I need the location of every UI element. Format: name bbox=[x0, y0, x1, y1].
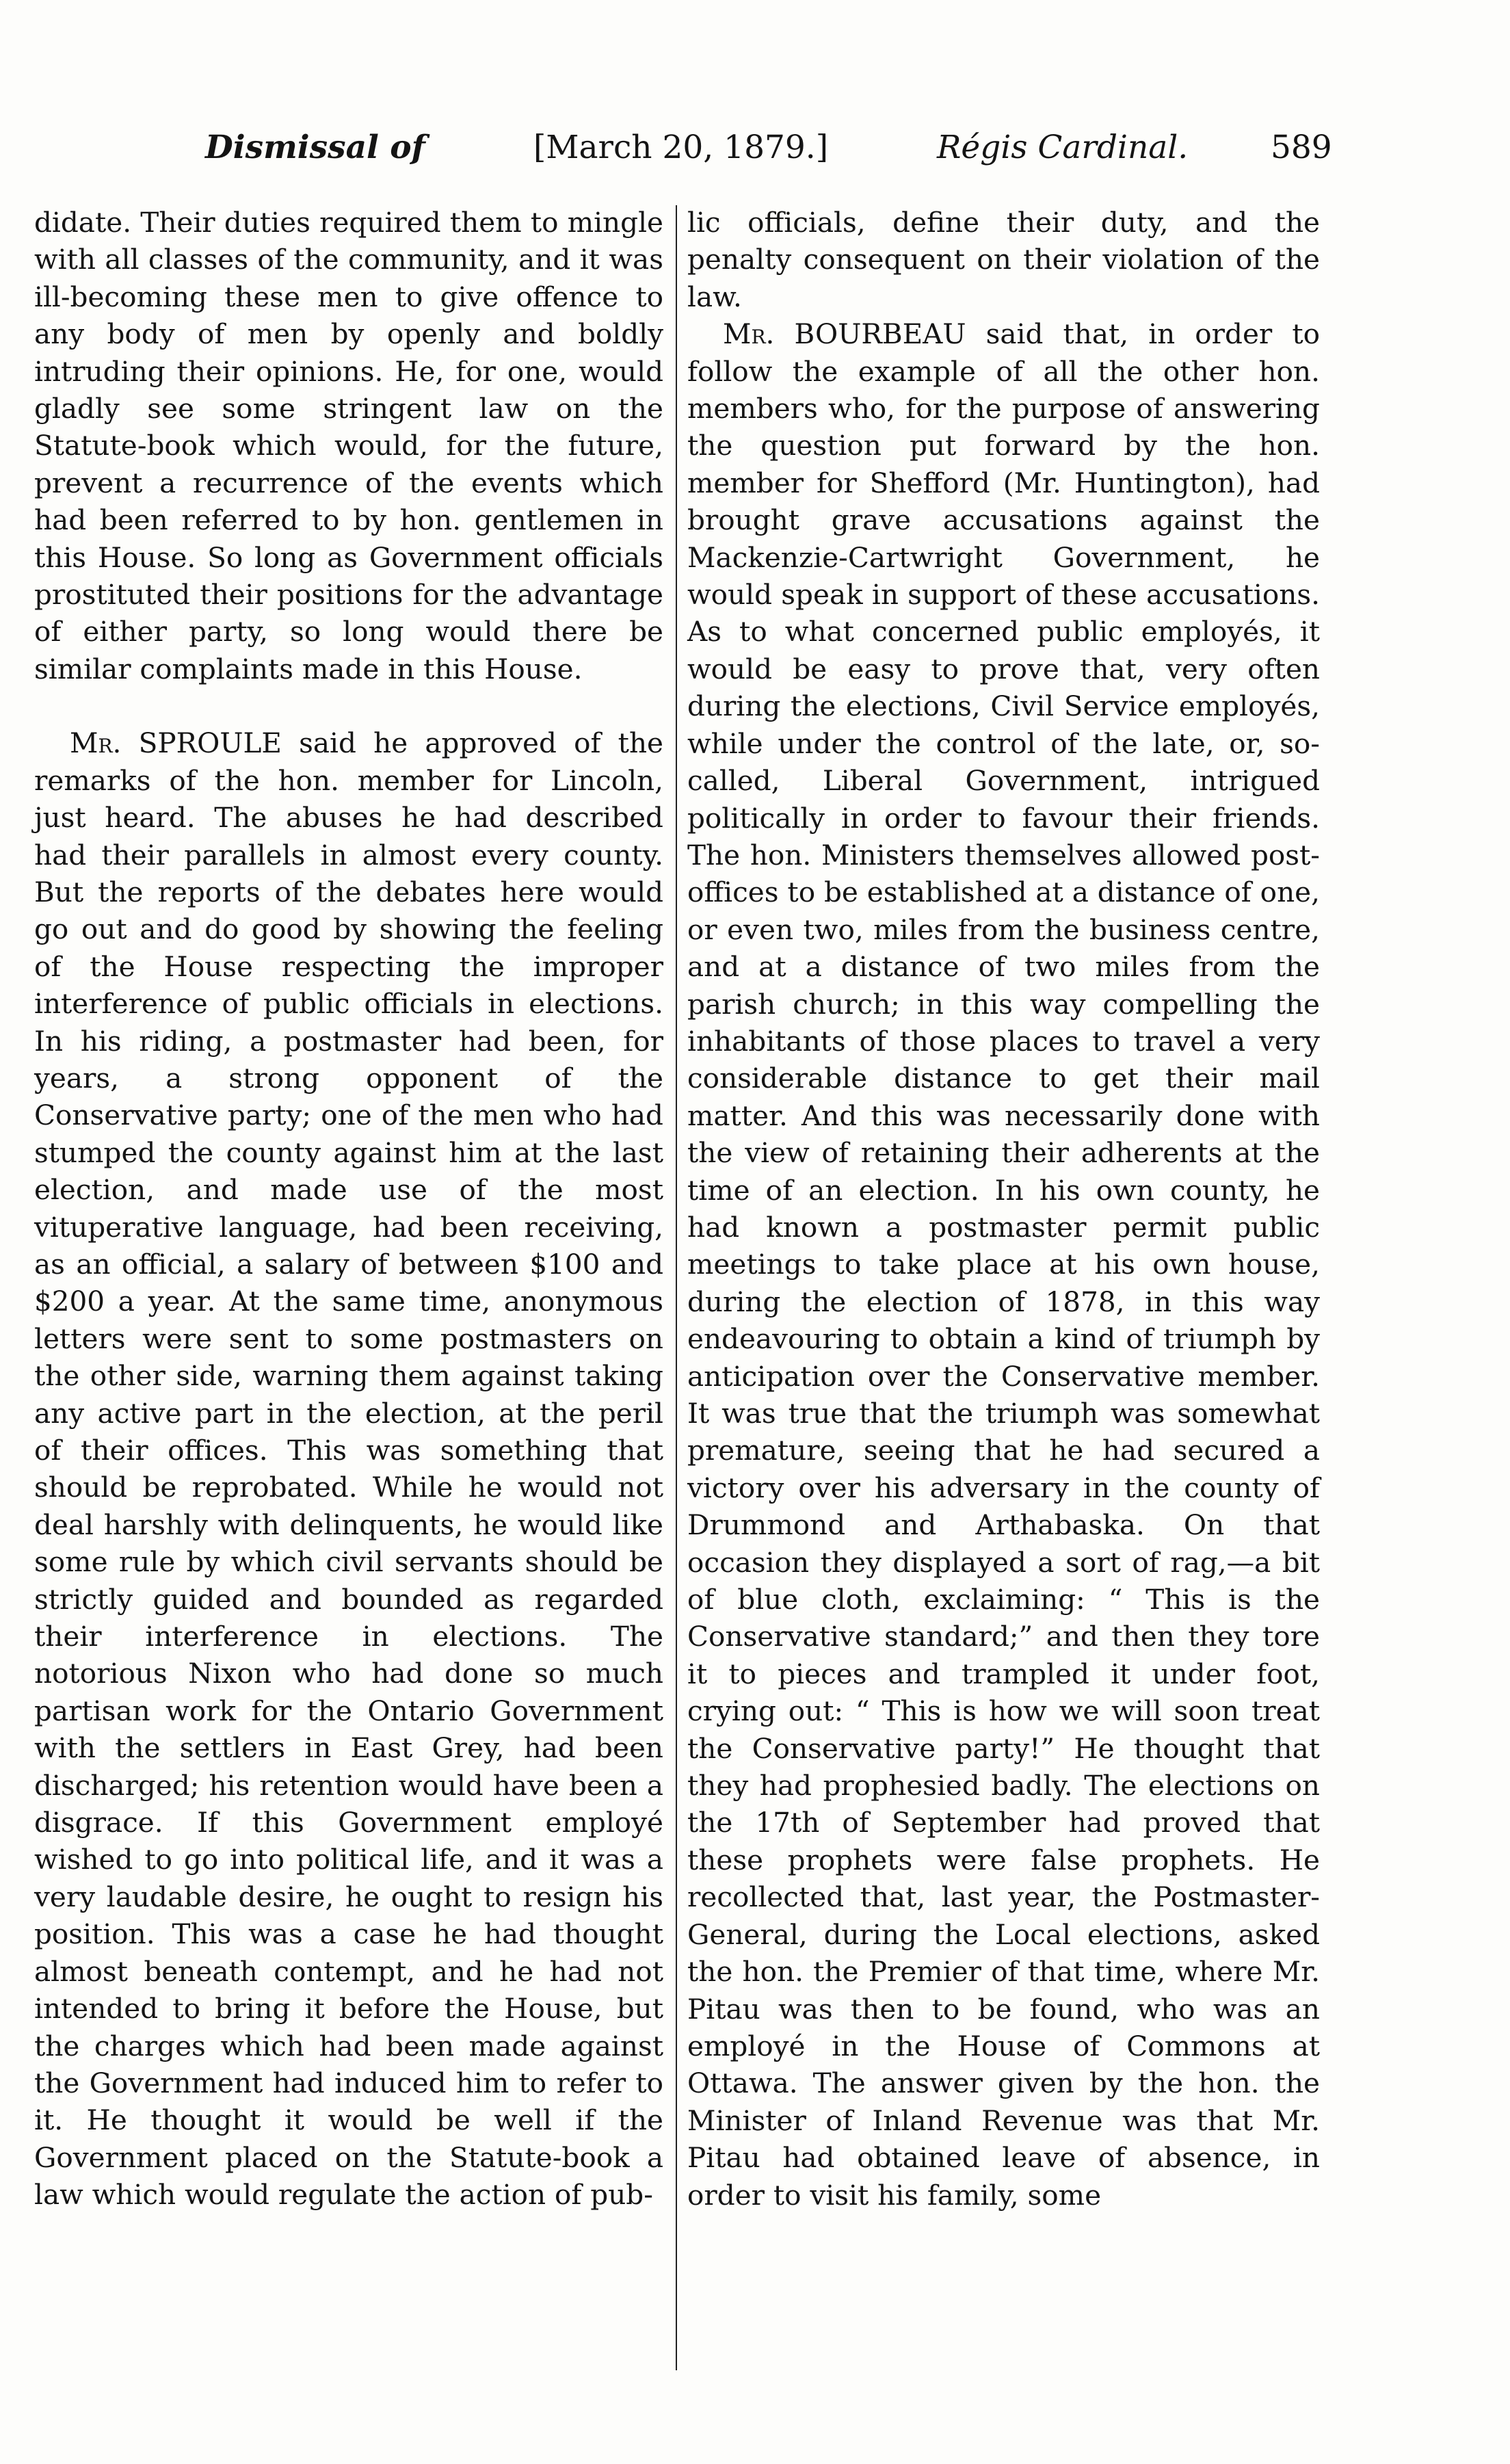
header-right-title: Régis Cardinal. bbox=[937, 129, 1189, 166]
speech-text: said he approved of the remarks of the hon. member for Lincoln, just heard. The abuses he had described had their parallels in almost every county. But the reports of the debates here would go out and do good by showing the feeling of the House respecting the improper interference of public officials in elections. In his riding, a postmaster had been, for years, a strong opponent of the Conservative party; one of the men who had stumped the county against him at the last election, and made use of the most vituperative language, had been receiving, as an official, a salary of between $100 and $200 a year. At the same time, anonymous letters were sent to some postmasters on the other side, warning them against taking any active part in the election, at the peril of their offices. This was something that should be reprobated. While he would not deal harshly with delinquents, he would like some rule by which civil servants should be strictly guided and bounded as regarded their interference in elections. The notorious Nixon who had done so much partisan work for the Ontario Government with the settlers in East Grey, had been discharged; his retention would have been a disgrace. If this Government employé wished to go into political life, and it was a very laudable desire, he ought to resign his position. This was a case he had thought almost beneath contempt, and he had not intended to bring it before the House, but the charges which had been made against the Government had induced him to refer to it. He thought it would be well if the Government placed on the Statute-book a law which would regulate the action of pub- bbox=[34, 726, 663, 2212]
speaker-name: Mr. SPROULE bbox=[70, 726, 282, 760]
header-date: [March 20, 1879.] bbox=[533, 129, 829, 166]
speaker-name: Mr. BOURBEAU bbox=[723, 317, 966, 351]
paragraph-sproule bbox=[34, 724, 663, 2213]
header-left-title: Dismissal of bbox=[205, 129, 425, 166]
paragraph-continuation: lic officials, define their duty, and the penalty consequent on their violation of the law. bbox=[687, 206, 1320, 313]
paragraph-continuation: didate. Their duties required them to mingle with all classes of the community, and it was ill-becoming these men to give offence to any body of men by openly and boldly intruding their opinions. He, for one, would gladly see some stringent law on the Statute-book which would, for the future, prevent a recurrence of the events which had been referred to by hon. gentlemen in this House. So long as Government officials prostituted their positions for the advantage of either party, so long would there be similar complaints made in this House. bbox=[34, 206, 663, 685]
paragraph-bourbeau bbox=[687, 315, 1320, 2214]
left-column bbox=[34, 204, 663, 2214]
page-number: 589 bbox=[1271, 129, 1332, 166]
right-column bbox=[687, 204, 1320, 2214]
running-header bbox=[0, 129, 1510, 183]
speech-text: said that, in order to follow the example of all the other hon. members who, for the purpose of answering the question put forward by the hon. member for Shefford (Mr. Huntington), had brought grave accusations against the Mackenzie-Cartwright Government, he would speak in support of these accusations. As to what concerned public employés, it would be easy to prove that, very often during the elections, Civil Service employés, while under the control of the late, or, so-called, Liberal Government, intrigued politically in order to favour their friends. The hon. Ministers themselves allowed post-offices to be established at a distance of one, or even two, miles from the business centre, and at a distance of two miles from the parish church; in this way compelling the inhabitants of those places to travel a very considerable distance to get their mail matter. And this was necessarily done with the view of retaining their adherents at the time of an election. In his own county, he had known a postmaster permit public meetings to take place at his own house, during the election of 1878, in this way endeavouring to obtain a kind of triumph by anticipation over the Conservative member. It was true that the triumph was somewhat premature, seeing that he had secured a victory over his adversary in the county of Drummond and Arthabaska. On that occasion they displayed a sort of rag,—a bit of blue cloth, exclaiming: “ This is the Conservative standard;” and then they tore it to pieces and trampled it under foot, crying out: “ This is how we will soon treat the Conservative party!” He thought that they had prophesied badly. The elections on the 17th of September had proved that these prophets were false prophets. He recollected that, last year, the Postmaster-General, during the Local elections, asked the hon. the Premier of that time, where Mr. Pitau was then to be found, who was an employé in the House of Commons at Ottawa. The answer given by the hon. the Minister of Inland Revenue was that Mr. Pitau had obtained leave of absence, in order to visit his family, some bbox=[687, 317, 1320, 2212]
column-divider bbox=[676, 205, 677, 2370]
